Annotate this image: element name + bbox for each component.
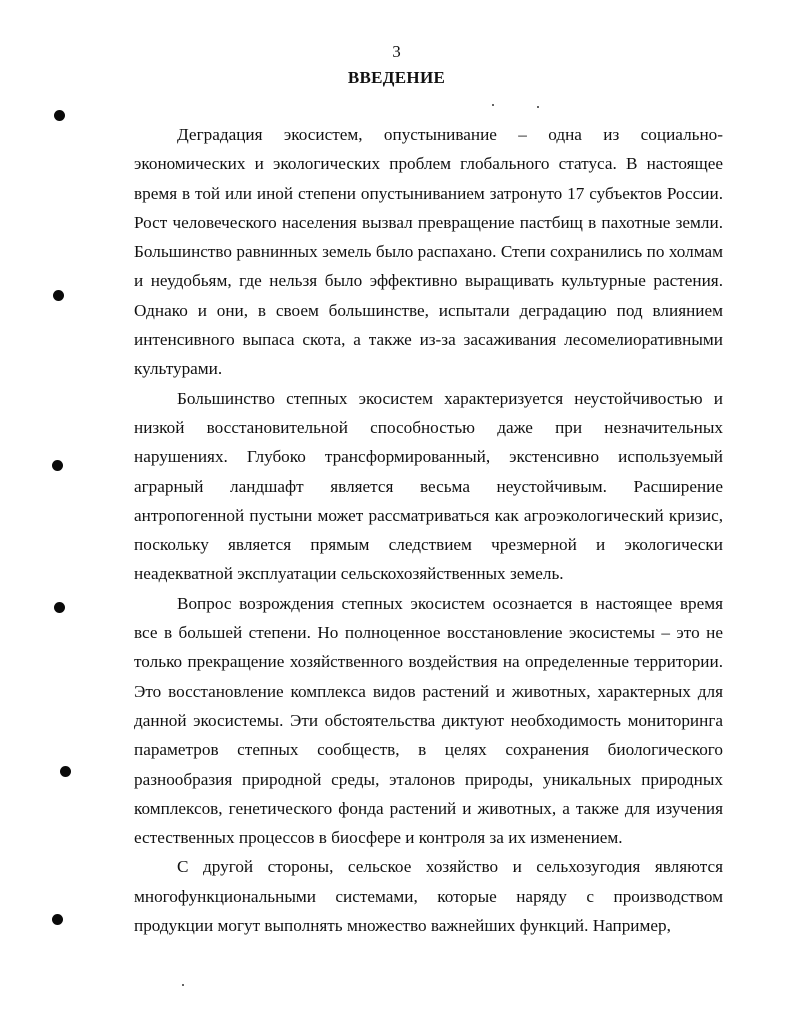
punch-hole-mark xyxy=(54,110,65,121)
paragraph: Деградация экосистем, опустынивание – одна из социально-экономических и экологических проблем глобального статуса. В настоящее время в той или иной степени опустыниванием затронуто 17 субъектов России. Рост человеческого населения вызвал превращение пастбищ в пахотные земли. Большинство равнинных земель было распахано. Степи сохранились по холмам и неудобьям, где нельзя было эффективно выращивать культурные растения. Однако и они, в своем большинстве, испытали деградацию под влиянием интенсивного выпаса скота, а также из-за засаживания лесомелиоративными культурами. xyxy=(134,125,723,379)
punch-hole-mark xyxy=(52,914,63,925)
scan-speck xyxy=(492,104,494,106)
punch-hole-mark xyxy=(52,460,63,471)
paragraph: Вопрос возрождения степных экосистем осознается в настоящее время все в большей степени. Но полноценное восстановление экосистемы – это не только прекращение хозяйственного воздействия на определенные территории. Это восстановление комплекса видов растений и животных, характерных для данной экосистемы. Эти обстоятельства диктуют необходимость мониторинга параметров степных сообществ, в целях сохранения биологического разнообразия природной среды, эталонов природы, уникальных природных комплексов, генетического фонда растений и животных, а также для изучения естественных процессов в биосфере и контроля за их изменением. xyxy=(134,593,723,848)
punch-hole-mark xyxy=(60,766,71,777)
punch-hole-mark xyxy=(53,290,64,301)
section-heading: ВВЕДЕНИЕ xyxy=(347,68,446,87)
scan-speck xyxy=(182,984,184,986)
punch-hole-mark xyxy=(54,602,65,613)
body-text xyxy=(134,120,723,940)
paragraph: Большинство степных экосистем характеризуется неустойчивостью и низкой восстановительной способностью даже при незначительных нарушениях. Глубоко трансформированный, экстенсивно используемый аграрный ландшафт является весьма неустойчивым. Расширение антропогенной пустыни может рассматриваться как агроэкологический кризис, поскольку является прямым следствием чрезмерной и экологически неадекватной эксплуатации сельскохозяйственных земель. xyxy=(134,388,723,584)
paragraph: С другой стороны, сельское хозяйство и сельхозугодия являются многофункциональными системами, которые наряду с производством продукции могут выполнять множество важнейших функций. Например, xyxy=(134,857,723,936)
scan-speck xyxy=(537,106,539,108)
page-number: 3 xyxy=(392,42,401,61)
